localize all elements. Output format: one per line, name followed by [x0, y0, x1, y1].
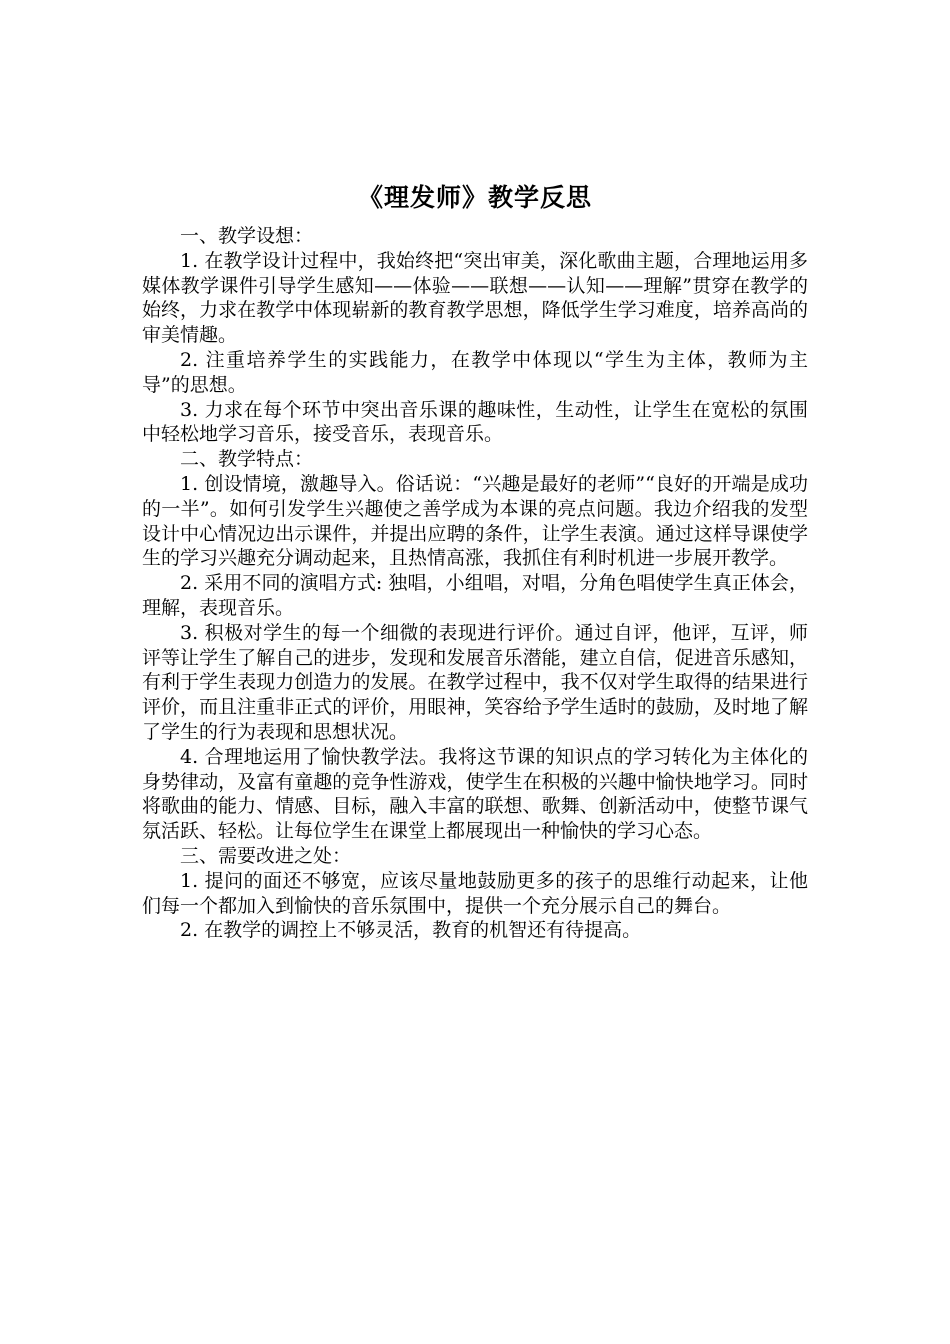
document-page [142, 178, 808, 943]
feature-item-4: 4. 合理地运用了愉快教学法。我将这节课的知识点的学习转化为主体化的身势律动，及富有童趣的竞争性游戏，使学生在积极的兴趣中愉快地学习。同时将歌曲的能力、情感、目标，融入丰富的联想、歌舞、创新活动中，使整节课气氛活跃、轻松。让每位学生在课堂上都展现出一种愉快的学习心态。 [142, 745, 808, 843]
concept-item-1: 1. 在教学设计过程中，我始终把“突出审美，深化歌曲主题，合理地运用多媒体教学课件引导学生感知——体验——联想——认知——理解”贯穿在教学的始终，力求在教学中体现崭新的教育教学思想，降低学生学习难度，培养高尚的审美情趣。 [142, 249, 808, 347]
document-title: 《理发师》教学反思 [357, 183, 592, 212]
concept-item-3: 3. 力求在每个环节中突出音乐课的趣味性，生动性，让学生在宽松的氛围中轻松地学习音乐，接受音乐，表现音乐。 [142, 398, 808, 446]
heading-teaching-features: 二、教学特点： [180, 448, 314, 471]
heading-improvements: 三、需要改进之处： [180, 844, 352, 867]
improvement-item-1: 1. 提问的面还不够宽，应该尽量地鼓励更多的孩子的思维行动起来，让他们每一个都加入到愉快的音乐氛围中，提供一个充分展示自己的舞台。 [142, 869, 808, 917]
feature-item-2: 2. 采用不同的演唱方式: 独唱，小组唱，对唱，分角色唱使学生真正体会，理解，表现音乐。 [142, 572, 808, 619]
concept-item-2: 2. 注重培养学生的实践能力，在教学中体现以“学生为主体，教师为主导”的思想。 [142, 348, 808, 396]
feature-item-3: 3. 积极对学生的每一个细微的表现进行评价。通过自评，他评，互评，师评等让学生了解自己的进步，发现和发展音乐潜能，建立自信，促进音乐感知，有利于学生表现力创造力的发展。在教学过程中，我不仅对学生取得的结果进行评价，而且注重非正式的评价，用眼神，笑容给予学生适时的鼓励，及时地了解了学生的行为表现和思想状况。 [142, 621, 808, 743]
heading-teaching-concept: 一、教学设想： [180, 225, 314, 247]
feature-item-1: 1. 创设情境，激趣导入。俗话说：“兴趣是最好的老师”“良好的开端是成功的一半”。如何引发学生兴趣使之善学成为本课的亮点问题。我边介绍我的发型设计中心情况边出示课件，并提出应聘的条件，让学生表演。通过这样导课使学生的学习兴趣充分调动起来，且热情高涨，我抓住有利时机进一步展开教学。 [142, 472, 808, 570]
improvement-item-2: 2. 在教学的调控上不够灵活，教育的机智还有待提高。 [180, 919, 642, 942]
